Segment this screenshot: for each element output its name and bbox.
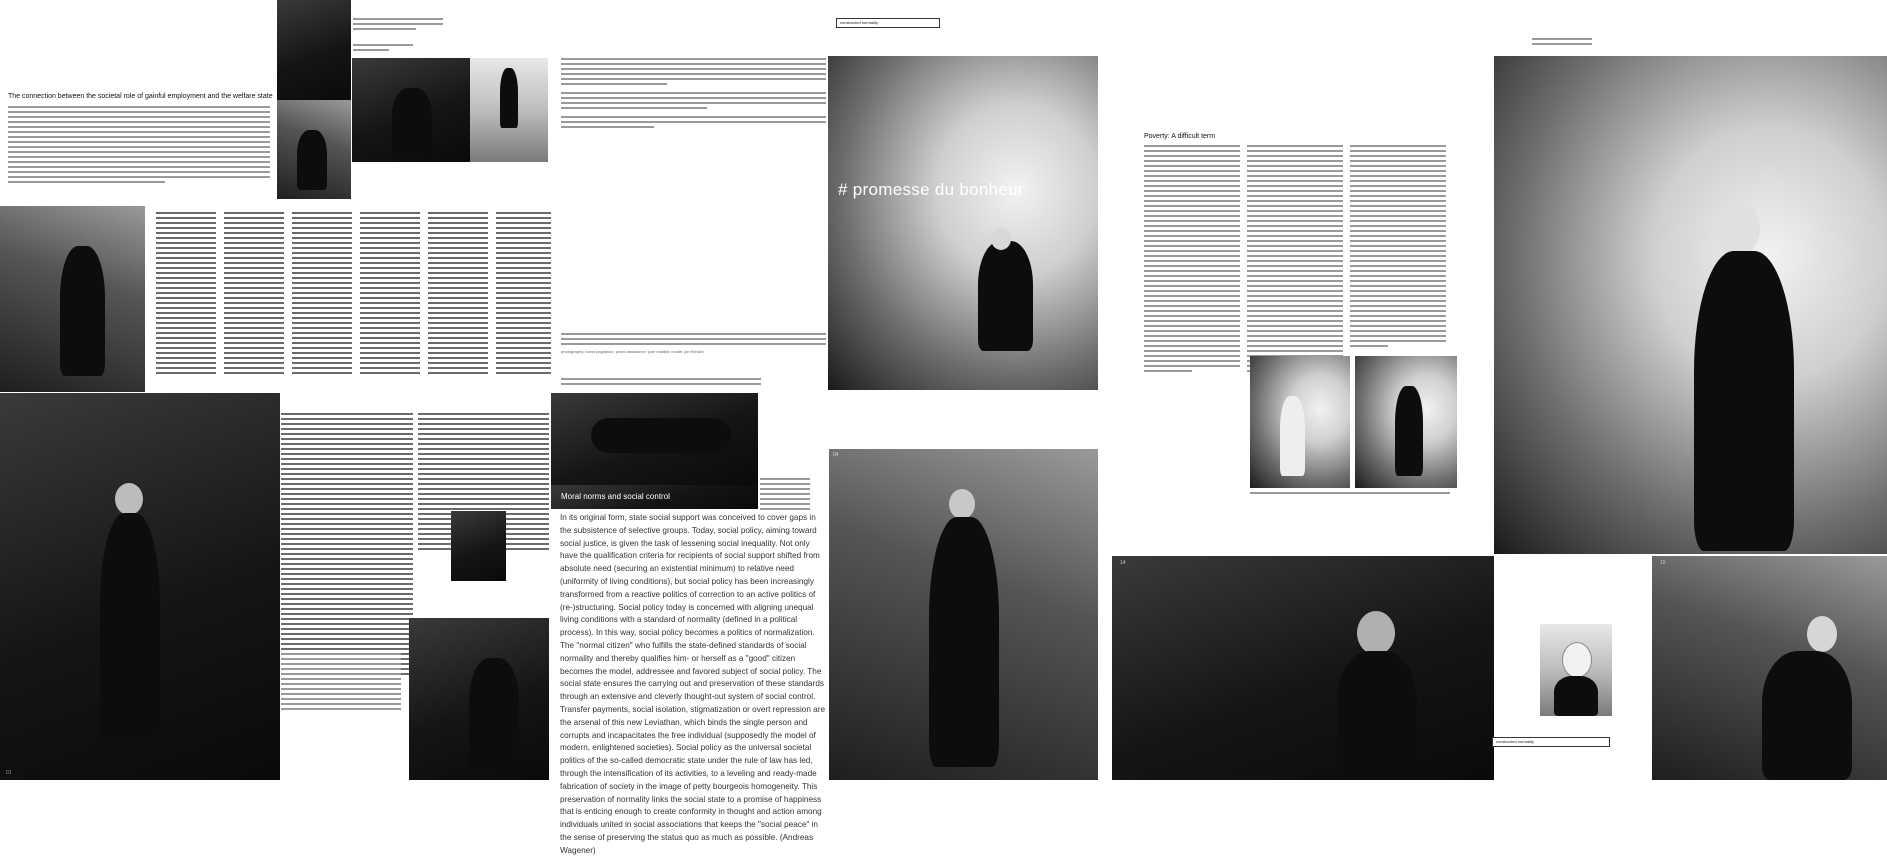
credits-text-2 <box>561 378 761 388</box>
center-text-page-3 <box>561 116 826 131</box>
small-caption-block <box>353 18 443 33</box>
page-number-14: 14 <box>1120 560 1126 566</box>
photo-portrait-small <box>1540 624 1612 716</box>
poverty-col-3 <box>1350 145 1446 350</box>
photo-promesse-trailer <box>828 56 1098 390</box>
trailer-caption <box>1250 492 1450 497</box>
photo-man-reading <box>409 618 549 780</box>
top-right-caption <box>1532 38 1592 48</box>
photo-small-window <box>451 511 506 581</box>
moral-heading: Moral norms and social control <box>561 492 670 501</box>
interview-text <box>156 212 551 392</box>
center-text-page <box>561 58 826 88</box>
header-tag-box <box>836 18 940 28</box>
welfare-heading: The connection between the societal role of gainful employment and the welfare state <box>8 93 273 100</box>
photo-trailer-small-2 <box>1355 356 1457 488</box>
photo-kitchen <box>277 0 351 100</box>
welfare-page <box>0 0 276 205</box>
poverty-col-2 <box>1247 145 1343 375</box>
photo-woman-seated <box>0 393 280 780</box>
right-spread <box>1112 0 1887 780</box>
header-tag-label: constructed normality <box>840 20 879 25</box>
page-number-01: 01 <box>6 770 12 776</box>
photo-attic-woman <box>1112 556 1494 780</box>
welfare-body-lines <box>8 106 270 186</box>
page-number-04: 04 <box>833 452 839 458</box>
small-caption-block-2 <box>353 44 413 54</box>
poverty-col-1 <box>1144 145 1240 375</box>
serif-interview-page <box>281 393 549 780</box>
promesse-title: # promesse du bonheur <box>838 180 1024 199</box>
spread-gutter <box>1098 0 1112 780</box>
moral-heading-photo <box>551 485 758 509</box>
photo-cot-bed <box>352 58 470 162</box>
photo-armchair-woman <box>1652 556 1887 780</box>
photo-man-sleeping <box>551 393 758 485</box>
photo-woman-window <box>0 206 145 392</box>
moral-body: In its original form, state social support was conceived to cover gaps in the subsistence of selective groups. Today, social policy, aiming toward social justice, is given the task of lessening social inequality. Not only have the qualification criteria for recipients of social support shifted from absolute need (securing an existential minimum) to relative need (uniformity of living conditions), but social policy has been increasingly transformed from a reactive politics of correction to an active politics of (re-)structuring. Social policy today is concerned with aligning unequal living conditions with a standard of normality (defined in a political process). In this way, social policy becomes a politics of normalization. The "normal citizen" who fulfills the state-defined standards of social normality and thereby qualifies him- or herself as a "good" citizen becomes the model, addressee and favored subject of social policy. The social state ensures the carrying out and preservation of these standards through an extensive and cleverly thought-out system of social control. Transfer payments, social isolation, stigmatization or overt repression are the arsenal of this new Leviathan, which binds the single person and corrupts and incapacitates the free individual (supposedly the model of modern, enlightened societies). Social policy as the universal societal politics of the so-called democratic state under the rule of law has led, through the intensification of its activities, to a leveling and ready-made fabrication of society in the image of petty bourgeois homogeneity. This preservation of normality links the social state to a promise of happiness that is enticing enough to create conformity in thought and action among individuals united in social associations that keeps the "social peace" in the sense of preserving the status quo as much as possible. (Andreas Wagener) <box>560 513 825 855</box>
photo-trailer-small-1 <box>1250 356 1350 488</box>
page-number-12: 12 <box>1874 62 1880 68</box>
photo-woman-standing <box>829 449 1098 780</box>
photo-woman-interior <box>277 100 351 199</box>
moral-caption <box>760 478 810 513</box>
photo-man-stairs <box>470 58 548 162</box>
center-text-page-2 <box>561 92 826 112</box>
credits-text <box>561 333 826 348</box>
bottom-tag-label: constructed normality <box>1496 739 1535 744</box>
bottom-tag-box <box>1492 737 1610 747</box>
page-number-15: 15 <box>1660 560 1666 566</box>
photo-trailer-woman <box>1494 56 1887 554</box>
credits-line: photography: ivana pagliarulo; photo assistance: jose maldini; model: jan fröhlich <box>561 349 704 354</box>
poverty-heading: Poverty: A difficult term <box>1144 133 1216 140</box>
